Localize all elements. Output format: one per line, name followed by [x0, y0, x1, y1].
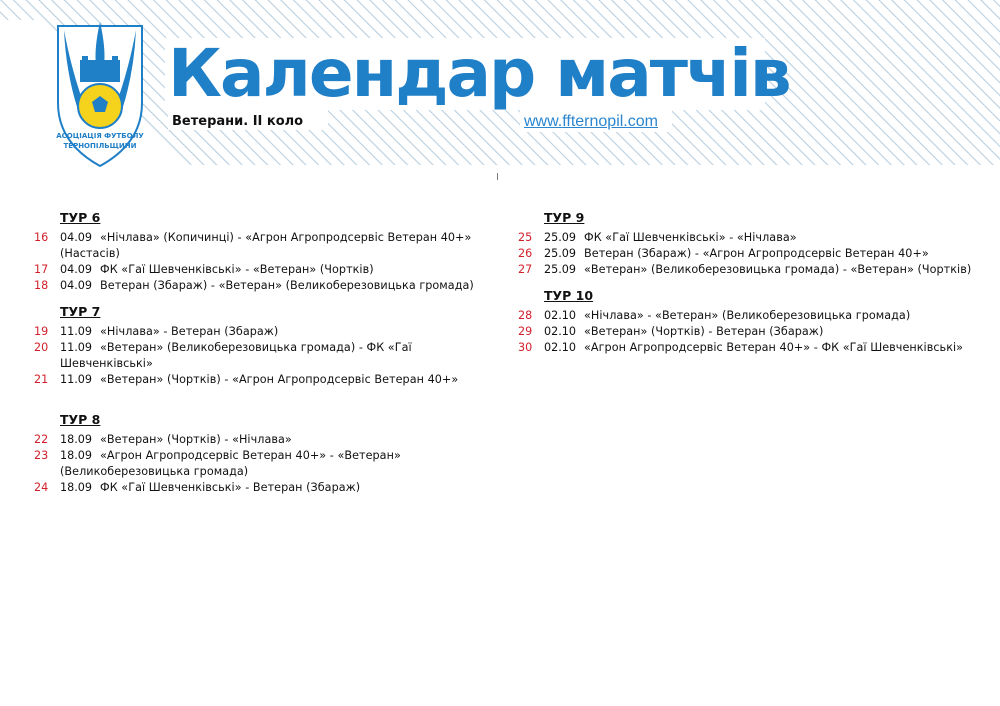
match-date: 18.09 [60, 433, 93, 446]
match-date: 04.09 [60, 263, 93, 276]
match-row [34, 340, 504, 372]
round-title: ТУР 7 [60, 304, 101, 319]
round-block [518, 208, 988, 278]
match-number: 17 [34, 263, 49, 276]
match-number: 16 [34, 231, 49, 244]
match-teams: «Ветеран» (Чортків) - «Агрон Агропродсервіс Ветеран 40+» [100, 373, 459, 386]
match-date: 18.09 [60, 481, 93, 494]
match-teams: ФК «Гаї Шевченківські» - «Нічлава» [584, 231, 797, 244]
match-teams-continued: (Великоберезовицька громада) [60, 465, 249, 478]
match-row [34, 278, 504, 294]
match-row [34, 230, 504, 262]
match-date: 04.09 [60, 231, 93, 244]
match-teams-continued: (Настасів) [60, 247, 120, 260]
match-number: 25 [518, 231, 533, 244]
round-spacer [34, 396, 504, 410]
match-teams: Ветеран (Збараж) - «Агрон Агропродсервіс Ветеран 40+» [584, 247, 929, 260]
match-row [34, 480, 504, 496]
match-teams: «Агрон Агропродсервіс Ветеран 40+» - «Ветеран» [100, 449, 401, 462]
match-number: 23 [34, 449, 49, 462]
match-date: 02.10 [544, 325, 577, 338]
match-number: 24 [34, 481, 49, 494]
match-row [34, 324, 504, 340]
match-number: 20 [34, 341, 49, 354]
match-teams: «Ветеран» (Великоберезовицька громада) - ФК «Гаї Шевченківські» [60, 341, 412, 370]
match-teams: ФК «Гаї Шевченківські» - Ветеран (Збараж) [100, 481, 361, 494]
match-number: 28 [518, 309, 533, 322]
match-teams: «Нічлава» (Копичинці) - «Агрон Агропродсервіс Ветеран 40+» [100, 231, 472, 244]
match-number: 27 [518, 263, 533, 276]
match-number: 19 [34, 325, 49, 338]
logo-text-line2: ТЕРНОПІЛЬЩИНИ [63, 142, 137, 150]
page-title: Календар матчів [168, 35, 790, 112]
match-row [518, 230, 988, 246]
match-number: 21 [34, 373, 49, 386]
match-date: 11.09 [60, 373, 93, 386]
logo-text-line1: АСОЦІАЦІЯ ФУТБОЛУ [56, 132, 144, 140]
match-row [34, 432, 504, 448]
match-teams: «Нічлава» - «Ветеран» (Великоберезовицька громада) [584, 309, 911, 322]
match-date: 02.10 [544, 341, 577, 354]
round-title: ТУР 6 [60, 210, 101, 225]
match-date: 04.09 [60, 279, 93, 292]
match-date: 11.09 [60, 341, 93, 354]
match-teams: Ветеран (Збараж) - «Ветеран» (Великоберезовицька громада) [100, 279, 474, 292]
match-teams: «Ветеран» (Чортків) - «Нічлава» [100, 433, 292, 446]
match-date: 25.09 [544, 231, 577, 244]
page-subtitle: Ветерани. ІІ коло [172, 114, 304, 129]
match-number: 29 [518, 325, 533, 338]
match-number: 18 [34, 279, 49, 292]
match-date: 25.09 [544, 247, 577, 260]
match-teams: «Ветеран» (Чортків) - Ветеран (Збараж) [584, 325, 824, 338]
match-number: 22 [34, 433, 49, 446]
match-number: 30 [518, 341, 533, 354]
match-date: 18.09 [60, 449, 93, 462]
match-row [34, 262, 504, 278]
schedule-column-right [518, 208, 988, 364]
round-block [34, 302, 504, 388]
match-row [518, 340, 988, 356]
match-row [34, 372, 504, 388]
round-title: ТУР 8 [60, 412, 101, 427]
match-teams: «Ветеран» (Великоберезовицька громада) - «Ветеран» (Чортків) [584, 263, 972, 276]
match-row [518, 308, 988, 324]
match-teams: ФК «Гаї Шевченківські» - «Ветеран» (Чортків) [100, 263, 374, 276]
match-teams: «Нічлава» - Ветеран (Збараж) [100, 325, 279, 338]
round-title: ТУР 10 [544, 288, 594, 303]
match-row [34, 448, 504, 480]
match-row [518, 262, 988, 278]
website-link[interactable]: www.ffternopil.com [524, 113, 658, 130]
match-date: 11.09 [60, 325, 93, 338]
match-row [518, 324, 988, 340]
divider-mark [497, 173, 498, 180]
round-block [34, 410, 504, 496]
round-block [518, 286, 988, 356]
match-date: 25.09 [544, 263, 577, 276]
match-number: 26 [518, 247, 533, 260]
match-teams: «Агрон Агропродсервіс Ветеран 40+» - ФК «Гаї Шевченківські» [584, 341, 964, 354]
association-logo [50, 18, 150, 168]
round-title: ТУР 9 [544, 210, 585, 225]
schedule-column-left [34, 208, 504, 504]
round-block [34, 208, 504, 294]
match-row [518, 246, 988, 262]
match-date: 02.10 [544, 309, 577, 322]
